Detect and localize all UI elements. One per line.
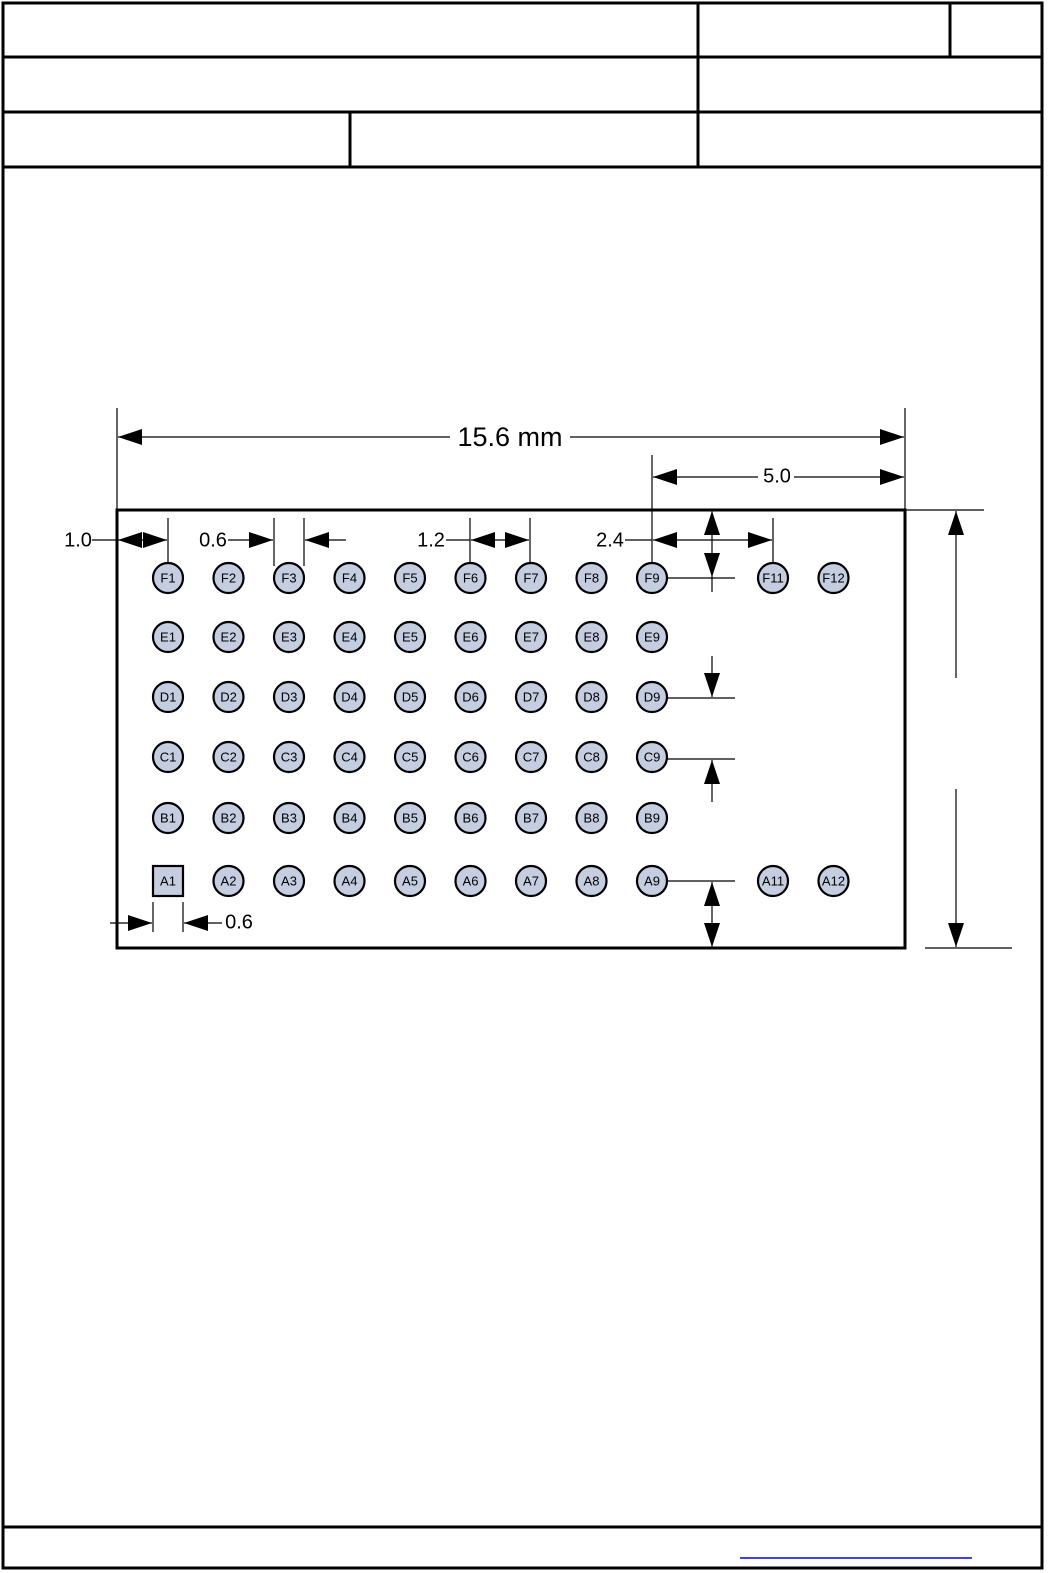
pad-label: A12: [821, 873, 846, 889]
pad-d3: [274, 682, 304, 712]
title-block: [3, 3, 1042, 167]
pad-label: E7: [523, 629, 539, 645]
pad-b2: [214, 803, 244, 833]
pad-label: D9: [643, 689, 661, 705]
overall-width-label: 15.6 mm: [457, 422, 563, 453]
pad-d9: [637, 682, 667, 712]
pad-label: B6: [462, 810, 479, 826]
pad-label: D6: [462, 689, 479, 705]
pad-label: A6: [462, 873, 479, 889]
pad-c9: [637, 742, 667, 772]
pad-pitch-label: 1.2: [417, 529, 445, 552]
pad-e2: [214, 622, 244, 652]
pad-label: F8: [583, 570, 600, 586]
pad-b8: [577, 803, 607, 833]
pad-label: A4: [341, 873, 358, 889]
pad-d8: [577, 682, 607, 712]
pad-label: E3: [281, 629, 297, 645]
pad-label: B2: [220, 810, 237, 826]
pad-label: A1: [160, 873, 176, 889]
pad-c8: [577, 742, 607, 772]
pad-a12: [819, 866, 849, 896]
pad-c2: [214, 742, 244, 772]
pad-label: E9: [644, 629, 660, 645]
pad-d6: [456, 682, 486, 712]
dimension-labels: [64, 422, 791, 933]
pad-label: C1: [159, 749, 177, 765]
pad-width-label: 0.6: [199, 529, 227, 552]
pad-c7: [516, 742, 546, 772]
pad-label: E1: [160, 629, 176, 645]
pad-array: [153, 563, 849, 896]
pad-e3: [274, 622, 304, 652]
pad-f2: [214, 563, 244, 593]
pad-e9: [637, 622, 667, 652]
pad-d1: [153, 682, 183, 712]
pad-label: C7: [522, 749, 540, 765]
pad-label: C5: [401, 749, 419, 765]
pad-label: F3: [281, 570, 297, 586]
pad-f12: [819, 563, 849, 593]
pad-height-label: 0.6: [225, 911, 253, 934]
gap-label: 2.4: [596, 529, 624, 552]
pad-label: E2: [220, 629, 237, 645]
pad-label: D1: [159, 689, 177, 705]
pad-label: E4: [341, 629, 358, 645]
pad-label: B7: [523, 810, 539, 826]
pad-e7: [516, 622, 546, 652]
pad-label: A9: [644, 873, 660, 889]
pad-label: F2: [220, 570, 237, 586]
pad-label: A3: [281, 873, 297, 889]
pad-c6: [456, 742, 486, 772]
pad-label: B1: [160, 810, 176, 826]
pad-c1: [153, 742, 183, 772]
pad-a7: [516, 866, 546, 896]
pad-label: F1: [160, 570, 176, 586]
pad-b9: [637, 803, 667, 833]
pad-e8: [577, 622, 607, 652]
pad-label: A2: [220, 873, 237, 889]
pad-f1: [153, 563, 183, 593]
pad-d5: [395, 682, 425, 712]
pad-c3: [274, 742, 304, 772]
pad-f5: [395, 563, 425, 593]
pad-a3: [274, 866, 304, 896]
right-block-width-label: 5.0: [763, 465, 791, 488]
pad-label: D4: [341, 689, 358, 705]
pad-label: D5: [401, 689, 419, 705]
sheet-border: [3, 3, 1042, 1568]
pad-e1: [153, 622, 183, 652]
pad-b6: [456, 803, 486, 833]
pad-c4: [335, 742, 365, 772]
pad-label: B5: [402, 810, 418, 826]
pad-d2: [214, 682, 244, 712]
pad-label: B4: [341, 810, 358, 826]
pad-label: A11: [761, 873, 785, 889]
pad-a8: [577, 866, 607, 896]
pad-label: B3: [281, 810, 297, 826]
pad-b3: [274, 803, 304, 833]
pad-a6: [456, 866, 486, 896]
pad-b5: [395, 803, 425, 833]
pad-label: A7: [523, 873, 539, 889]
pad-f7: [516, 563, 546, 593]
pad-label: C9: [643, 749, 661, 765]
pad-label: C8: [583, 749, 600, 765]
pad-f4: [335, 563, 365, 593]
pad-a9: [637, 866, 667, 896]
pad-e6: [456, 622, 486, 652]
pad-a5: [395, 866, 425, 896]
pad-d7: [516, 682, 546, 712]
footer-block: [3, 1527, 1042, 1558]
pad-a4: [335, 866, 365, 896]
pad-b7: [516, 803, 546, 833]
pad-b1: [153, 803, 183, 833]
pad-label: A5: [402, 873, 418, 889]
pad-label: C4: [341, 749, 358, 765]
pad-label: D2: [220, 689, 237, 705]
pad-label: D3: [280, 689, 298, 705]
pad-f3: [274, 563, 304, 593]
pad-label: F12: [822, 570, 845, 586]
pad-label: C2: [220, 749, 237, 765]
pad-a11: [758, 866, 788, 896]
pad-label: F11: [762, 570, 784, 586]
pad-a1: [153, 866, 183, 896]
pad-label: F9: [644, 570, 660, 586]
pad-f8: [577, 563, 607, 593]
pad-label: D8: [583, 689, 600, 705]
pad-a2: [214, 866, 244, 896]
pad-c5: [395, 742, 425, 772]
pad-label: A8: [583, 873, 600, 889]
pad-label: F7: [523, 570, 539, 586]
pad-label: E5: [402, 629, 418, 645]
pad-e5: [395, 622, 425, 652]
pad-label: E6: [462, 629, 479, 645]
pad-label: F6: [462, 570, 479, 586]
pad-label: F5: [402, 570, 418, 586]
pad-label: C3: [280, 749, 298, 765]
pad-e4: [335, 622, 365, 652]
pad-label: C6: [462, 749, 479, 765]
pad-label: E8: [583, 629, 600, 645]
pad-d4: [335, 682, 365, 712]
pad-f6: [456, 563, 486, 593]
left-margin-label: 1.0: [64, 529, 92, 552]
pad-label: D7: [522, 689, 540, 705]
pad-b4: [335, 803, 365, 833]
pad-label: F4: [341, 570, 358, 586]
pad-f11: [758, 563, 788, 593]
pad-label: B8: [583, 810, 600, 826]
pad-f9: [637, 563, 667, 593]
pad-label: B9: [644, 810, 660, 826]
